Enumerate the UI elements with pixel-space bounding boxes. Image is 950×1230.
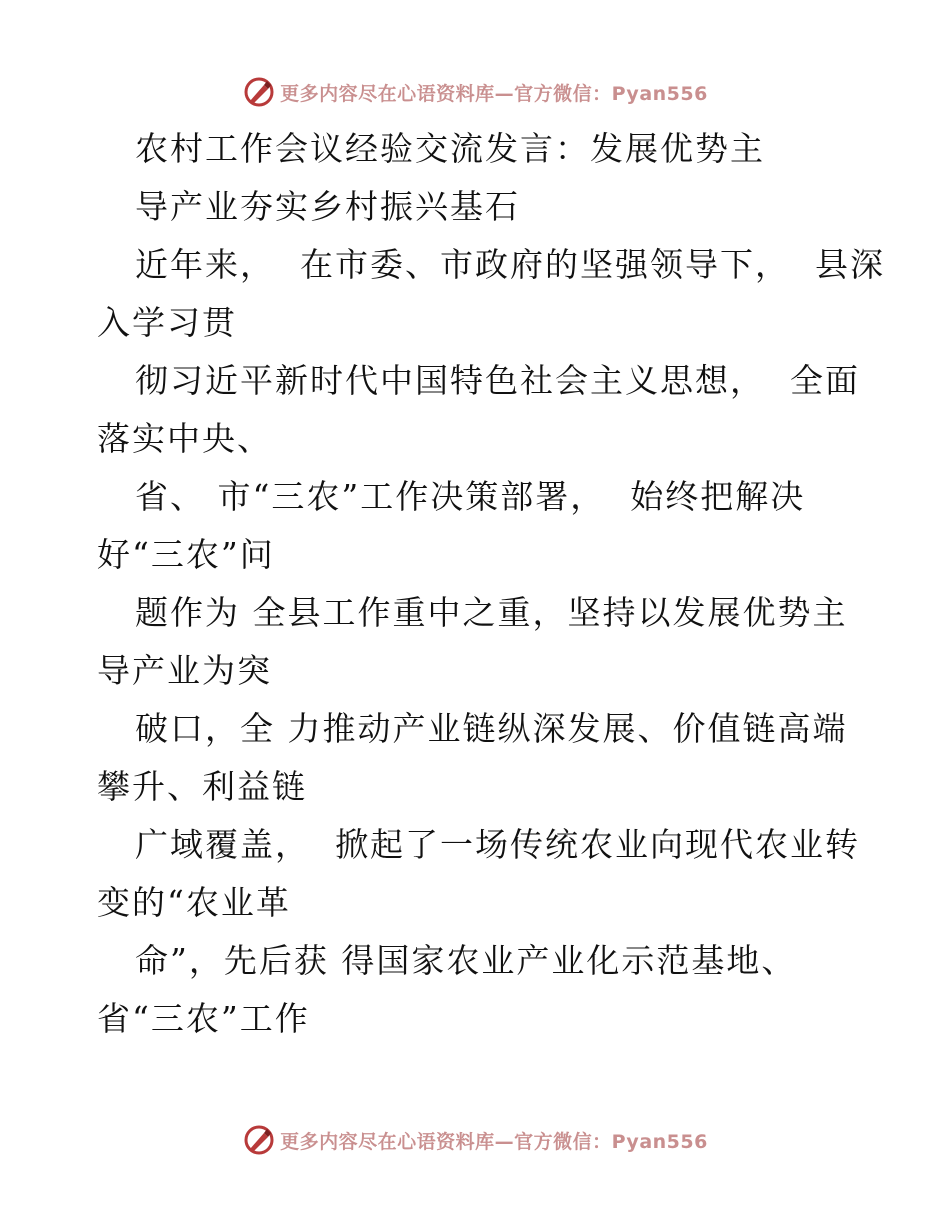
text-line: 好“三农”问 xyxy=(97,535,275,574)
text-line: 彻习近平新时代中国特色社会主义思想， 全面 xyxy=(135,361,860,400)
text-line: 省“三农”工作 xyxy=(97,999,310,1038)
text-line: 导产业为突 xyxy=(97,651,272,690)
text-line: 入学习贯 xyxy=(97,303,237,342)
text-line: 变的“农业革 xyxy=(97,883,291,922)
text-line: 命”，先后获 得国家农业产业化示范基地、 xyxy=(135,941,797,980)
text-line: 导产业夯实乡村振兴基石 xyxy=(135,187,520,226)
text-line: 农村工作会议经验交流发言：发展优势主 xyxy=(135,129,765,168)
document-body xyxy=(97,120,897,1048)
pen-logo-icon xyxy=(242,1123,276,1157)
text-line: 落实中央、 xyxy=(97,419,272,458)
text-line: 广域覆盖， 掀起了一场传统农业向现代农业转 xyxy=(135,825,860,864)
watermark-header xyxy=(0,72,950,112)
watermark-text: 更多内容尽在心语资料库—官方微信：Pyan556 xyxy=(280,1130,708,1153)
watermark-footer xyxy=(0,1120,950,1160)
text-line: 省、 市“三农”工作决策部署， 始终把解决 xyxy=(135,477,806,516)
watermark-text: 更多内容尽在心语资料库—官方微信：Pyan556 xyxy=(280,82,708,105)
text-line: 破口，全 力推动产业链纵深发展、价值链高端 xyxy=(135,709,848,748)
text-line: 近年来， 在市委、市政府的坚强领导下， 县深 xyxy=(135,245,885,284)
pen-logo-icon xyxy=(242,75,276,109)
text-line: 题作为 全县工作重中之重，坚持以发展优势主 xyxy=(135,593,848,632)
text-line: 攀升、利益链 xyxy=(97,767,307,806)
